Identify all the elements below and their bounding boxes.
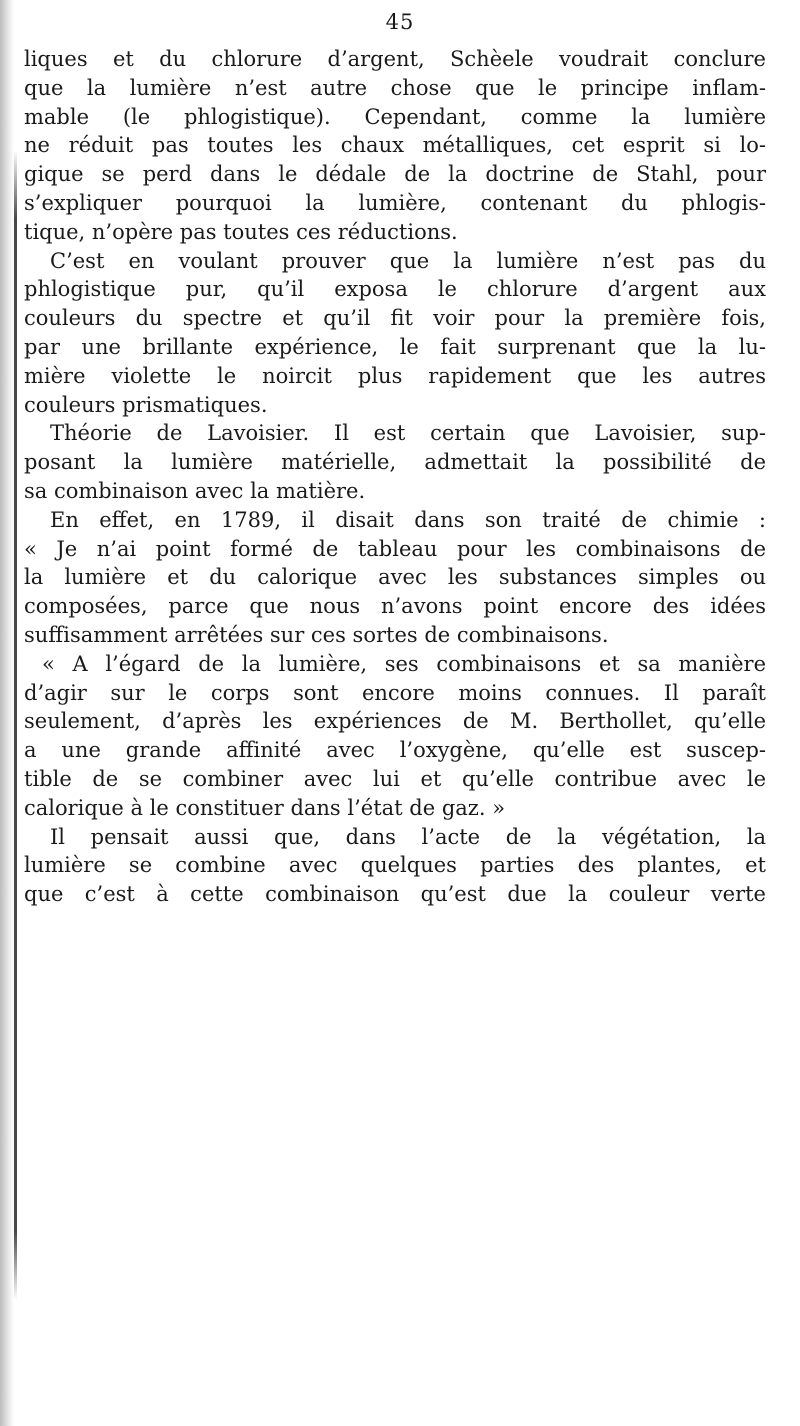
text-line: tible de se combiner avec lui et qu’elle contribue avec le xyxy=(24,766,766,791)
text-line: Il pensait aussi que, dans l’acte de la végétation, la xyxy=(50,824,766,849)
page-number: 45 xyxy=(385,10,415,34)
text-line: liques et du chlorure d’argent, Schèele voudrait conclure xyxy=(24,47,766,71)
text-line: sa combinaison avec la matière. xyxy=(24,478,366,503)
text-line: « Je n’ai point formé de tableau pour les combinaisons de xyxy=(24,536,766,561)
text-line: que c’est à cette combinaison qu’est due la couleur verte xyxy=(24,882,766,907)
text-line: s’expliquer pourquoi la lumière, contenant du phlogis- xyxy=(24,190,766,215)
text-line: seulement, d’après les expériences de M. Berthollet, qu’elle xyxy=(24,709,766,734)
text-line: Théorie de Lavoisier. Il est certain que Lavoisier, sup- xyxy=(50,421,766,446)
text-line: « A l’égard de la lumière, ses combinaisons et sa manière xyxy=(42,651,766,676)
text-line: mière violette le noircit plus rapidement que les autres xyxy=(24,363,766,388)
text-line: tique, n’opère pas toutes ces réductions. xyxy=(24,219,458,244)
text-line: gique se perd dans le dédale de la doctrine de Stahl, pour xyxy=(24,162,766,187)
page-body-text xyxy=(24,45,766,909)
text-line: mable (le phlogistique). Cependant, comme la lumière xyxy=(24,104,766,129)
text-line: d’agir sur le corps sont encore moins connues. Il paraît xyxy=(24,680,766,705)
text-line: En effet, en 1789, il disait dans son traité de chimie : xyxy=(50,507,766,532)
text-line: couleurs prismatiques. xyxy=(24,392,268,417)
text-line: C’est en voulant prouver que la lumière n’est pas du xyxy=(50,248,766,273)
text-line: calorique à le constituer dans l’état de gaz. » xyxy=(24,795,506,820)
text-line: la lumière et du calorique avec les substances simples ou xyxy=(24,565,766,590)
text-line: que la lumière n’est autre chose que le principe inflam- xyxy=(24,75,766,100)
text-line: composées, parce que nous n’avons point encore des idées xyxy=(24,594,766,619)
text-line: par une brillante expérience, le fait surprenant que la lu- xyxy=(24,334,766,359)
page-binding-shadow xyxy=(0,0,14,1426)
text-line: couleurs du spectre et qu’il fit voir pour la première fois, xyxy=(24,306,766,331)
text-line: a une grande affinité avec l’oxygène, qu’elle est suscep- xyxy=(24,738,766,763)
text-line: suffisamment arrêtées sur ces sortes de combinaisons. xyxy=(24,622,609,647)
text-line: ne réduit pas toutes les chaux métalliques, cet esprit si lo- xyxy=(24,133,766,158)
text-line: posant la lumière matérielle, admettait la possibilité de xyxy=(24,450,766,475)
text-line: lumière se combine avec quelques parties des plantes, et xyxy=(24,853,766,878)
text-line: phlogistique pur, qu’il exposa le chlorure d’argent aux xyxy=(24,277,766,302)
page-binding-line xyxy=(14,150,17,1300)
